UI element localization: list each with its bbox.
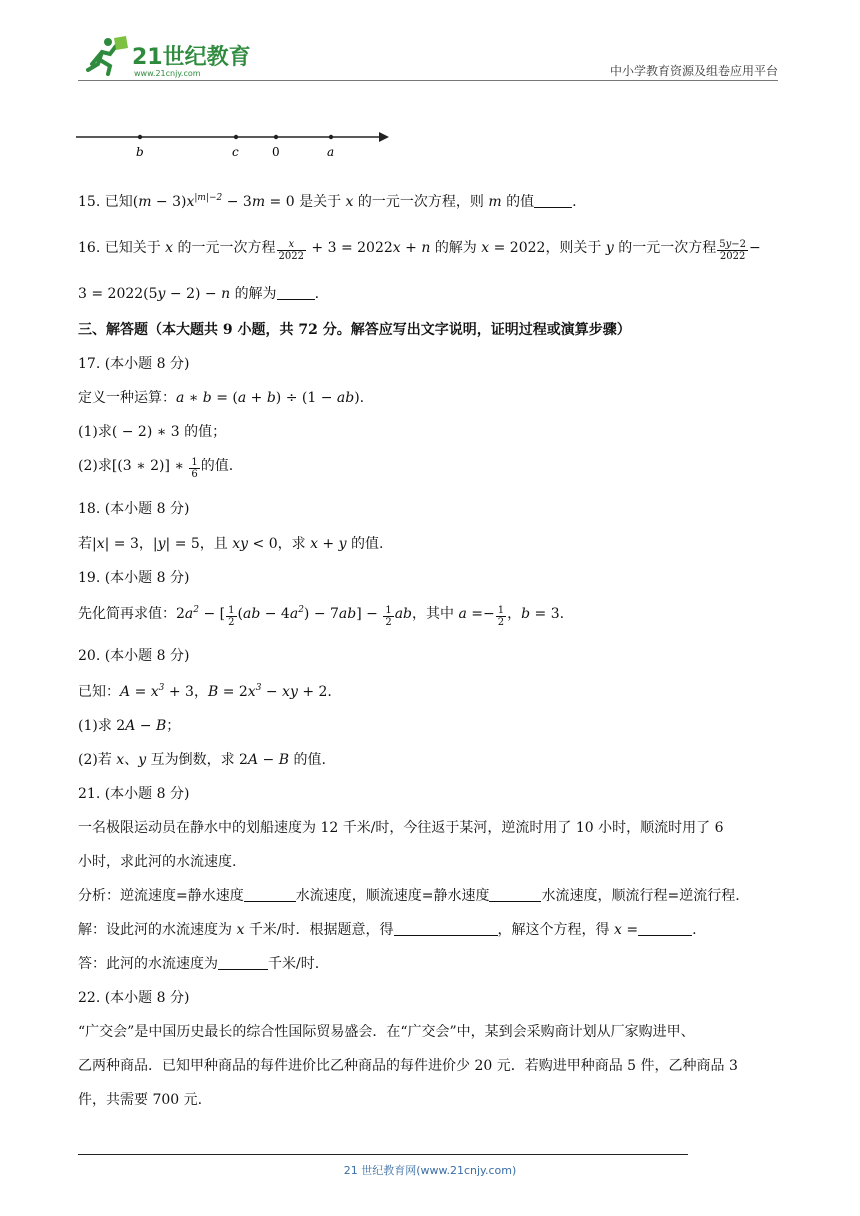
question-20-head: 20. (本小题 8 分) [78,648,190,664]
math: a =− [458,606,495,622]
text: 已知 [104,194,133,210]
fraction: $\frac{1}{2}$ [497,605,505,628]
question-17-def [78,388,364,410]
question-21-line2: 小时，求此河的水流速度. [78,854,237,870]
text: 的值 [506,194,535,210]
fraction: $\frac{1}{2}$ [228,605,235,628]
text: 的一元一次方程，则 [357,194,484,210]
text: (2)若 [78,752,112,768]
label-c: c [232,145,239,159]
question-21-head: 21. (本小题 8 分) [78,786,190,802]
text: 解：设此河的水流速度为 [78,922,232,938]
text: 的值； [184,424,227,440]
math: x [236,922,245,938]
text: 定义一种运算： [78,390,176,406]
question-18-body: 若|x| = 3，|y| = 5，且 xy < 0，求 x + y 的值. [78,536,384,552]
text: 水流速度，顺流行程=逆流行程. [541,888,740,904]
fraction: $\frac{5y-2}{2022}$ [719,239,747,262]
text: 的解为 [434,240,477,256]
point-c [234,135,238,139]
question-22-line1: “广交会”是中国历史最长的综合性国际贸易盛会．在“广交会”中，某到会采购商计划从厂家购进甲、 [78,1024,695,1040]
text: 互为倒数，求 [150,752,235,768]
point-b [138,135,142,139]
math: a ∗ b = (a + b) ÷ (1 − ab). [176,390,365,406]
math: ( − 2) ∗ 3 [111,424,180,440]
answer-blank [638,923,692,936]
math: $2a^2$ − [ [176,605,226,622]
math: + 3 = 2022x + n [306,240,431,256]
question-18-head: 18. (本小题 8 分) [78,501,190,517]
text: 水流速度，顺流速度=静水速度 [295,888,490,904]
answer-blank [244,889,296,902]
question-15 [78,192,577,214]
question-21-solution: 解：设此河的水流速度为 x 千米/时．根据题意，得 ，解这个方程，得 x = . [78,922,697,938]
footer-rule [78,1154,688,1155]
question-20-part1: (1)求 2A − B； [78,718,181,734]
text: (1)求 [78,718,112,734]
text: 的解为 [234,286,277,302]
math: x = [613,922,639,938]
fraction: $\frac{1}{6}$ [191,457,198,480]
logo-text: 21世纪教育 [132,45,251,70]
question-20-given: 已知：$A = x^3 + 3$，$B = 2x^3$ − xy + 2. [78,683,332,700]
text: (1)求 [78,424,112,440]
text: ，解这个方程，得 [497,922,610,938]
math: [(3 ∗ 2)] ∗ [111,458,189,474]
label-b: b [136,145,144,159]
text: 的值. [200,458,234,474]
point-zero [274,135,278,139]
site-title: 中小学教育资源及组卷应用平台 [609,64,778,78]
text: . [314,286,320,302]
math: x = 2022 [481,240,546,256]
answer-blank [394,923,498,936]
math: 2A − B [116,718,167,734]
text: ，求 [277,536,306,552]
question-19-head: 19. (本小题 8 分) [78,570,190,586]
math: y [138,752,147,768]
text: 的值. [293,752,326,768]
question-20-part2: (2)若 x、y 互为倒数，求 2A − B 的值. [78,752,326,768]
text: ，且 [199,536,228,552]
math: $(m - 3)x^{|m|-2} - 3m = 0$ [132,193,295,210]
math: x [165,240,174,256]
point-a [329,135,333,139]
text: 千米/时. [268,956,320,972]
math: m [488,194,502,210]
fraction: $\frac{x}{2022}$ [278,239,304,262]
text: 已知： [78,684,120,700]
math: y [605,240,614,256]
text: 已知关于 [104,240,161,256]
question-21-line1: 一名极限运动员在静水中的划船速度为 12 千米/时，今往返于某河，逆流时用了 10 小时，顺流时用了 6 [78,820,724,836]
footer-link[interactable]: 21 世纪教育网(www.21cnjy.com) [343,1164,517,1177]
section-heading: 三、解答题（本大题共 9 小题，共 72 分。解答应写出文字说明，证明过程或演算步骤） [78,322,631,338]
answer-blank [218,957,268,970]
text: 若 [78,536,92,552]
math: 3 = 2022(5y − 2) − n [78,286,231,302]
question-17-part2 [78,456,233,480]
text: . [572,194,577,210]
text: 的一元一次方程 [618,240,717,256]
number-line [76,127,391,163]
logo-21cnjy [78,34,253,80]
text: (2)求 [78,458,112,474]
question-17-head: 17. (本小题 8 分) [78,356,190,372]
text: 的值. [350,536,384,552]
question-19-body: 先化简再求值：$2a^2$ − [ $\frac{1}{2}$ $(ab - 4a^2) - 7ab$] − $\frac{1}{2}$ ab，其中 a =− $\frac{1}{2}$ ，b = 3. [78,605,565,628]
question-17-part1 [78,422,226,444]
page-header [0,0,860,90]
question-number: 15. [78,194,101,210]
answer-blank [489,889,541,902]
math: x [345,194,354,210]
question-22-head: 22. (本小题 8 分) [78,990,190,1006]
math: x + y [310,536,347,552]
answer-blank [534,195,572,208]
header-rule [78,80,778,81]
text: 的一元一次方程 [177,240,276,256]
runner-icon [88,36,128,74]
question-number: 16. [78,240,101,256]
text: 千米/时．根据题意，得 [248,922,394,938]
question-22-line2: 乙两种商品．已知甲种商品的每件进价比乙种商品的每件进价少 20 元．若购进甲种商品 5 件，乙种商品 3 [78,1058,738,1074]
text: 是关于 [299,194,342,210]
math: xy < 0 [232,536,278,552]
math: $A = x^3 + 3$ [120,683,194,700]
question-16-cont [78,284,319,306]
text: 先化简再求值： [78,606,176,622]
math: $(ab - 4a^2) - 7ab$] − [237,605,383,622]
label-a: a [327,145,335,159]
math: x [116,752,125,768]
question-16: 16. 已知关于 x 的一元一次方程 $\frac{x}{2022}$ + 3 = 2022x + n 的解为 x = 2022，则关于 y 的一元一次方程 $\frac{5y-2}{2022}$ − [78,239,761,262]
answer-blank [277,287,315,300]
math: b = 3 [521,606,560,622]
text: 分析：逆流速度=静水速度 [78,888,244,904]
question-21-analysis [78,886,740,908]
text: ，其中 [412,606,455,622]
text: ，则关于 [545,240,602,256]
question-21-answer [78,954,319,976]
fraction: $\frac{1}{2}$ [385,605,392,628]
math: ab [394,606,413,622]
math: 2A − B [239,752,289,768]
arrow-right-icon [379,132,389,142]
label-zero: 0 [272,145,280,159]
logo-url: www.21cnjy.com [134,69,201,78]
question-22-line3: 件，共需要 700 元. [78,1092,203,1108]
math: |x| = 3 [92,536,139,552]
text: 答：此河的水流速度为 [78,956,218,972]
text: . [559,606,565,622]
math: $B = 2x^3$ − xy + 2. [207,683,332,700]
math: |y| = 5 [152,536,200,552]
